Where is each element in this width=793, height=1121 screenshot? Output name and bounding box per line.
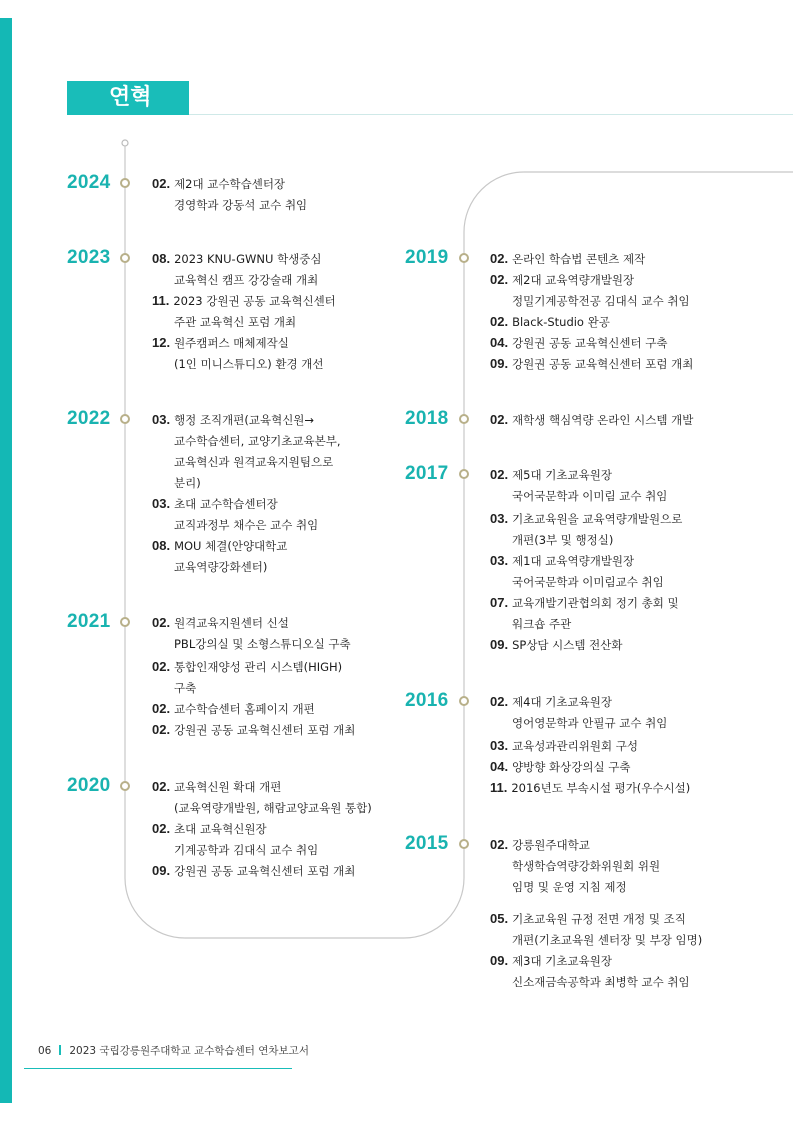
year-2022: 2022	[67, 408, 111, 429]
year-2017: 2017	[405, 463, 449, 484]
page-number: 06	[38, 1045, 52, 1057]
year-2019: 2019	[405, 247, 449, 268]
event-month: 02.	[152, 722, 171, 737]
event-month: 02.	[490, 694, 509, 709]
event-text: 영어영문학과 안필규 교수 취임	[512, 716, 668, 730]
event-text: MOU 체결(안양대학교	[174, 539, 288, 553]
event-2023-1	[152, 248, 322, 291]
event-text: 양방향 화상강의실 구축	[512, 760, 631, 774]
event-text: 기초교육원을 교육역량개발원으로	[512, 512, 683, 526]
year-dot	[121, 782, 129, 790]
event-2016-2	[490, 735, 638, 757]
event-month: 09.	[152, 863, 171, 878]
event-2017-4	[490, 592, 679, 635]
event-2015-2	[490, 908, 702, 951]
event-2016-3	[490, 756, 630, 778]
event-2015-3	[490, 950, 690, 993]
year-2016: 2016	[405, 690, 449, 711]
event-2019-1	[490, 248, 645, 270]
event-month: 03.	[490, 738, 509, 753]
event-2015-1	[490, 834, 660, 898]
event-text: 교육개발기관협의회 정기 총회 및	[512, 596, 679, 610]
year-dot	[460, 415, 468, 423]
event-text: 제4대 기초교육원장	[512, 695, 612, 709]
event-text: 2016년도 부속시설 평가(우수시설)	[511, 781, 691, 795]
event-month: 02.	[490, 412, 509, 427]
event-month: 07.	[490, 595, 509, 610]
event-text: 제2대 교수학습센터장	[174, 177, 286, 191]
event-text: 강원권 공동 교육혁신센터 포럼 개최	[174, 723, 356, 737]
event-month: 02.	[490, 314, 509, 329]
event-text: 정밀기계공학전공 김대식 교수 취임	[512, 294, 690, 308]
year-2023: 2023	[67, 247, 111, 268]
event-month: 08.	[152, 538, 171, 553]
event-text: 국어국문학과 이미림 교수 취임	[512, 489, 668, 503]
event-text: 강원권 공동 교육혁신센터 포럼 개최	[174, 864, 356, 878]
event-month: 09.	[490, 356, 509, 371]
event-text: 온라인 학습법 콘텐츠 제작	[512, 252, 646, 266]
event-text: SP상담 시스템 전산화	[512, 638, 623, 652]
event-text: 교수학습센터, 교양기초교육본부,	[174, 434, 341, 448]
event-text: 구축	[174, 681, 197, 695]
event-2016-4	[490, 777, 690, 799]
event-2022-3	[152, 535, 287, 578]
event-month: 05.	[490, 911, 509, 926]
event-2021-3	[152, 698, 315, 720]
event-month: 02.	[490, 467, 509, 482]
event-text: 초대 교수학습센터장	[174, 497, 278, 511]
year-dot	[460, 840, 468, 848]
event-text: 행정 조직개편(교육혁신원→	[174, 413, 315, 427]
year-dot	[121, 179, 129, 187]
event-text: 재학생 핵심역량 온라인 시스템 개발	[512, 413, 694, 427]
event-month: 02.	[152, 701, 171, 716]
year-2018: 2018	[405, 408, 449, 429]
event-text: (교육역량개발원, 해람교양교육원 통합)	[174, 801, 372, 815]
event-month: 11.	[490, 780, 508, 795]
year-dot	[460, 254, 468, 262]
event-text: 2023 강원권 공동 교육혁신센터	[173, 294, 336, 308]
event-month: 02.	[490, 272, 509, 287]
event-text: 원격교육지원센터 신설	[174, 616, 289, 630]
event-2022-2	[152, 493, 318, 536]
event-text: 교육혁신 캠프 강강술래 개최	[174, 273, 319, 287]
event-month: 02.	[152, 779, 171, 794]
event-text: 기계공학과 김대식 교수 취임	[174, 843, 319, 857]
event-month: 02.	[152, 821, 171, 836]
event-text: 학생학습역량강화위원회 위원	[512, 859, 661, 873]
year-dot	[460, 697, 468, 705]
event-text: 개편(기초교육원 센터장 및 부장 임명)	[512, 933, 703, 947]
year-2024: 2024	[67, 172, 111, 193]
event-text: 초대 교육혁신원장	[174, 822, 267, 836]
timeline-start-dot	[122, 140, 128, 146]
event-month: 04.	[490, 335, 509, 350]
year-2015: 2015	[405, 833, 449, 854]
event-text: 강릉원주대학교	[512, 838, 590, 852]
event-2020-3	[152, 860, 355, 882]
event-2019-4	[490, 332, 667, 354]
event-2021-2	[152, 656, 342, 699]
event-2021-1	[152, 612, 351, 655]
event-text: 기초교육원 규정 전면 개정 및 조직	[512, 912, 686, 926]
event-text: 통합인재양성 관리 시스템(HIGH)	[174, 660, 343, 674]
event-2020-2	[152, 818, 318, 861]
footer-separator	[59, 1045, 61, 1055]
event-month: 09.	[490, 637, 509, 652]
year-dot	[121, 254, 129, 262]
event-text: 교육역량강화센터)	[174, 560, 268, 574]
event-text: 교육혁신원 확대 개편	[174, 780, 282, 794]
event-text: 분리)	[174, 476, 201, 490]
event-text: 워크숍 주관	[512, 617, 572, 631]
event-text: 교수학습센터 홈페이지 개편	[174, 702, 315, 716]
event-text: 경영학과 강동석 교수 취임	[174, 198, 308, 212]
event-2017-1	[490, 464, 667, 507]
footer-title: 2023 국립강릉원주대학교 교수학습센터 연차보고서	[69, 1045, 309, 1057]
event-2017-2	[490, 508, 682, 551]
event-text: 강원권 공동 교육혁신센터 구축	[512, 336, 668, 350]
event-month: 02.	[152, 659, 171, 674]
event-text: 주관 교육혁신 포럼 개최	[174, 315, 297, 329]
event-month: 04.	[490, 759, 509, 774]
page-footer	[38, 1043, 309, 1058]
event-2017-3	[490, 550, 664, 593]
event-month: 02.	[490, 837, 509, 852]
year-dot	[121, 415, 129, 423]
event-text: 개편(3부 및 행정실)	[512, 533, 614, 547]
year-dot	[460, 470, 468, 478]
year-2020: 2020	[67, 775, 111, 796]
year-2021: 2021	[67, 611, 111, 632]
event-text: Black-Studio 완공	[512, 315, 610, 329]
event-text: 제2대 교육역량개발원장	[512, 273, 635, 287]
event-2019-5	[490, 353, 693, 375]
event-2023-2	[152, 290, 336, 333]
event-month: 03.	[152, 412, 171, 427]
event-month: 09.	[490, 953, 509, 968]
event-2019-3	[490, 311, 610, 333]
event-month: 02.	[152, 615, 171, 630]
event-2020-1	[152, 776, 372, 819]
event-2024-1	[152, 173, 307, 216]
event-text: 교직과정부 채수은 교수 취임	[174, 518, 319, 532]
event-text: (1인 미니스튜디오) 환경 개선	[174, 357, 324, 371]
year-dot	[121, 618, 129, 626]
event-text: 국어국문학과 이미림교수 취임	[512, 575, 664, 589]
event-month: 03.	[490, 553, 509, 568]
event-month: 02.	[490, 251, 509, 266]
event-2021-4	[152, 719, 355, 741]
event-2016-1	[490, 691, 667, 734]
event-2023-3	[152, 332, 323, 375]
event-text: 임명 및 운영 지침 제정	[512, 880, 627, 894]
event-month: 02.	[152, 176, 171, 191]
footer-underline	[24, 1068, 292, 1069]
event-2017-5	[490, 634, 623, 656]
event-text: 제1대 교육역량개발원장	[512, 554, 635, 568]
event-text: 교육성과관리위원회 구성	[512, 739, 638, 753]
event-text: 교육혁신과 원격교육지원팀으로	[174, 455, 334, 469]
event-text: 제3대 기초교육원장	[512, 954, 612, 968]
event-month: 03.	[152, 496, 171, 511]
event-month: 11.	[152, 293, 170, 308]
event-text: PBL강의실 및 소형스튜디오실 구축	[174, 637, 351, 651]
event-2019-2	[490, 269, 690, 312]
event-text: 신소재금속공학과 최병학 교수 취임	[512, 975, 690, 989]
event-text: 제5대 기초교육원장	[512, 468, 612, 482]
event-text: 강원권 공동 교육혁신센터 포럼 개최	[512, 357, 694, 371]
event-2022-1	[152, 409, 341, 494]
event-text: 2023 KNU-GWNU 학생중심	[174, 252, 322, 266]
page-title: 연혁	[67, 81, 189, 115]
event-text: 원주캠퍼스 매체제작실	[174, 336, 289, 350]
event-month: 08.	[152, 251, 171, 266]
event-2018-1	[490, 409, 693, 431]
event-month: 03.	[490, 511, 509, 526]
event-month: 12.	[152, 335, 171, 350]
